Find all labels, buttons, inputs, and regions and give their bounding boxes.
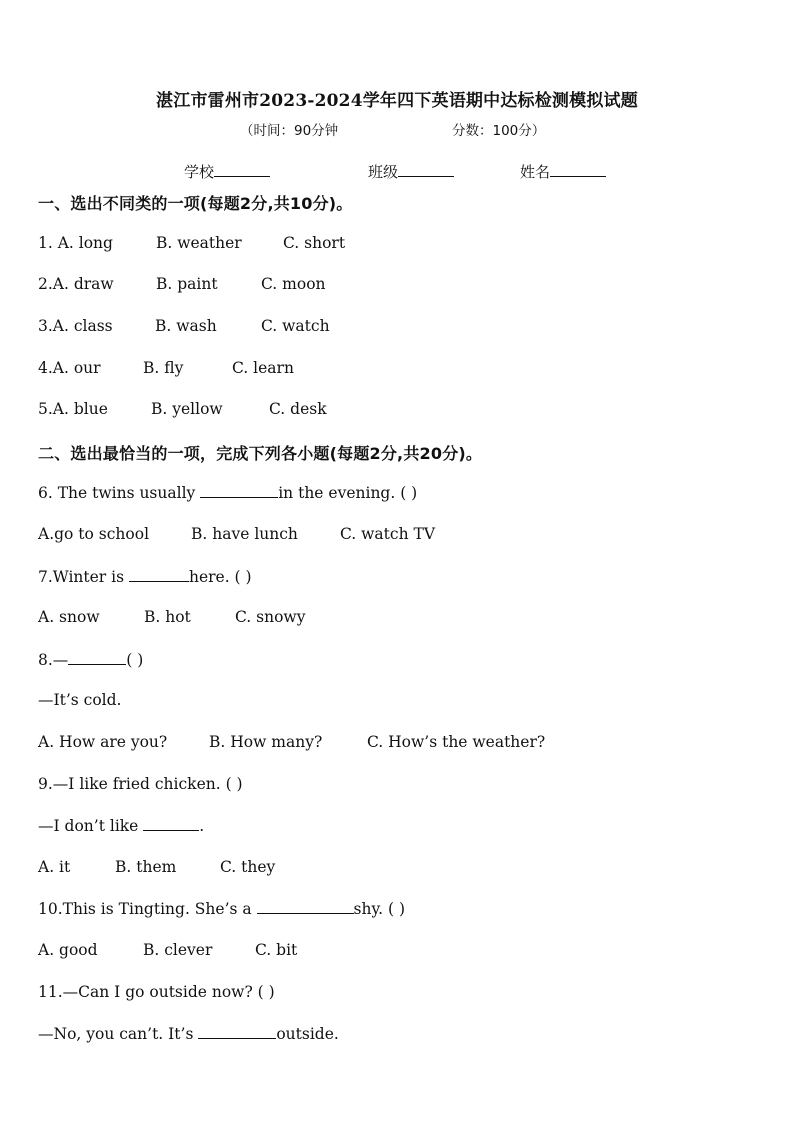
question-text: 10.This is Tingting. She’s a: [38, 900, 257, 918]
question-4: [38, 359, 294, 377]
question-11-response: [38, 1024, 339, 1043]
question-text: —I don’t like: [38, 817, 144, 835]
class-field: [368, 161, 454, 182]
option-a: A. snow: [38, 608, 100, 626]
option-b: B. weather: [156, 234, 242, 252]
option-b: B. paint: [156, 275, 218, 293]
question-7: [38, 567, 252, 586]
question-text-end: shy. ( ): [353, 900, 406, 918]
answer-blank[interactable]: [257, 899, 354, 914]
question-10: [38, 899, 405, 918]
exam-title: 湛江市雷州市2023-2024学年四下英语期中达标检测模拟试题: [156, 91, 638, 111]
option-a: A. How are you?: [38, 733, 168, 751]
answer-blank[interactable]: [68, 650, 126, 665]
question-5: [38, 400, 327, 418]
name-blank[interactable]: [550, 162, 606, 177]
question-number: 4.: [38, 359, 53, 377]
question-8-response: —It’s cold.: [38, 691, 122, 709]
option-b: B. yellow: [151, 400, 223, 418]
question-text: 7.Winter is: [38, 568, 129, 586]
question-text: 6. The twins usually: [38, 484, 201, 502]
question-text-end: in the evening. ( ): [278, 484, 418, 502]
section-one-heading: 一、选出不同类的一项(每题2分,共10分)。: [38, 194, 353, 213]
question-number: 1.: [38, 234, 58, 252]
answer-blank[interactable]: [200, 483, 278, 498]
question-number: 3.: [38, 317, 53, 335]
answer-blank[interactable]: [143, 816, 199, 831]
name-field: [520, 161, 606, 182]
question-2: [38, 275, 326, 293]
question-9-options: [38, 858, 276, 876]
option-c: C. learn: [232, 359, 294, 377]
option-c: C. How’s the weather?: [367, 733, 546, 751]
question-8: [38, 650, 143, 669]
question-text: —No, you can’t. It’s: [38, 1025, 199, 1043]
option-b: B. clever: [143, 941, 213, 959]
option-b: B. fly: [143, 359, 184, 377]
question-text-end: here. ( ): [188, 568, 252, 586]
question-number: 2.: [38, 275, 53, 293]
option-c: C. watch TV: [340, 525, 436, 543]
option-a: A. good: [38, 941, 98, 959]
question-6: [38, 483, 417, 502]
option-b: B. them: [115, 858, 177, 876]
option-c: C. desk: [269, 400, 327, 418]
question-1: [38, 234, 346, 252]
question-9: 9.—I like fried chicken. ( ): [38, 775, 243, 793]
option-c: C. moon: [261, 275, 326, 293]
option-a: A. class: [52, 317, 113, 335]
option-a: A. long: [57, 234, 113, 252]
option-a: A. blue: [52, 400, 108, 418]
question-11: 11.—Can I go outside now? ( ): [38, 983, 275, 1001]
option-c: C. watch: [261, 317, 330, 335]
answer-blank[interactable]: [129, 567, 189, 582]
question-7-options: [38, 608, 306, 626]
question-text-end: ( ): [126, 651, 144, 669]
question-9-response: [38, 816, 204, 835]
option-b: B. hot: [144, 608, 191, 626]
option-c: C. short: [283, 234, 346, 252]
question-number: 5.: [38, 400, 53, 418]
question-text-end: .: [199, 817, 205, 835]
question-8-options: [38, 733, 546, 751]
school-label: 学校: [184, 163, 215, 181]
option-c: C. they: [220, 858, 276, 876]
option-a: A.go to school: [38, 525, 150, 543]
option-b: B. have lunch: [191, 525, 298, 543]
question-text: 8.—: [38, 651, 69, 669]
class-label: 班级: [368, 163, 399, 181]
name-label: 姓名: [520, 163, 551, 181]
question-6-options: [38, 525, 436, 543]
school-blank[interactable]: [214, 162, 270, 177]
section-two-heading: 二、选出最恰当的一项，完成下列各小题(每题2分,共20分)。: [38, 444, 483, 463]
exam-score: 分数：100分）: [452, 123, 546, 139]
option-c: C. bit: [255, 941, 298, 959]
option-b: B. How many?: [209, 733, 323, 751]
option-a: A. draw: [52, 275, 114, 293]
question-text-end: outside.: [276, 1025, 339, 1043]
answer-blank[interactable]: [198, 1024, 276, 1039]
question-3: [38, 317, 330, 335]
option-b: B. wash: [155, 317, 217, 335]
option-a: A. our: [52, 359, 101, 377]
option-a: A. it: [38, 858, 71, 876]
school-field: [184, 161, 270, 182]
question-10-options: [38, 941, 298, 959]
exam-time: （时间：90分钟: [240, 123, 339, 139]
option-c: C. snowy: [235, 608, 306, 626]
class-blank[interactable]: [398, 162, 454, 177]
